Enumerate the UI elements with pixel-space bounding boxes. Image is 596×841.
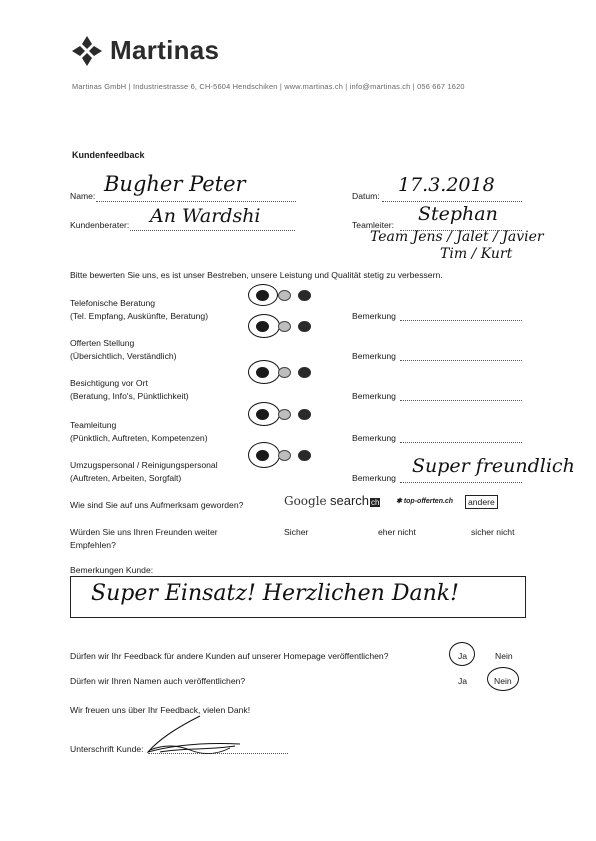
smiley-good-icon[interactable]	[256, 367, 269, 378]
brand-logo	[72, 34, 242, 70]
name-question: Dürfen wir Ihren Namen auch veröffentlichen?	[70, 676, 246, 686]
smiley-bad-icon[interactable]	[298, 367, 311, 378]
smiley-neutral-icon[interactable]	[278, 409, 291, 420]
team-note-1: Team Jens / Jalet / Javier	[370, 229, 544, 245]
source-search-ch: ch	[371, 498, 380, 507]
smiley-bad-icon[interactable]	[298, 321, 311, 332]
smiley-neutral-icon[interactable]	[278, 450, 291, 461]
last-remark-value[interactable]: Super freundlich	[412, 455, 575, 477]
source-top-offerten-label: top-offerten.ch	[403, 498, 454, 505]
remark-line	[400, 442, 522, 443]
bemerkungen-value: Super Einsatz! Herzlichen Dank!	[91, 581, 459, 606]
berater-label: Kundenberater:	[70, 220, 130, 230]
name-nein[interactable]: Nein	[494, 676, 512, 686]
smiley-neutral-icon[interactable]	[278, 367, 291, 378]
name-ja[interactable]: Ja	[458, 676, 468, 686]
remark-line	[400, 482, 522, 483]
rating-title: Besichtigung vor Ort	[70, 378, 148, 388]
smiley-good-icon[interactable]	[256, 450, 269, 461]
intro-text: Bitte bewerten Sie uns, es ist unser Bestreben, unsere Leistung und Qualität stetig zu verbessern.	[70, 270, 443, 280]
smiley-bad-icon[interactable]	[298, 290, 311, 301]
teamleiter-label: Teamleiter:	[352, 220, 395, 230]
bemerkungen-box[interactable]	[70, 576, 526, 618]
rating-smileys[interactable]	[244, 314, 320, 338]
source-andere[interactable]: andere	[465, 495, 498, 509]
remark-label: Bemerkung	[352, 391, 396, 401]
smiley-good-icon[interactable]	[256, 321, 269, 332]
feedback-nein[interactable]: Nein	[495, 651, 513, 661]
name-value[interactable]: Bugher Peter	[104, 172, 246, 196]
rating-title: Teamleitung	[70, 420, 117, 430]
datum-value[interactable]: 17.3.2018	[398, 174, 495, 196]
remark-label: Bemerkung	[352, 473, 396, 483]
remark-label: Bemerkung	[352, 311, 396, 321]
source-top-offerten[interactable]	[396, 497, 453, 505]
signature-label: Unterschrift Kunde:	[70, 744, 144, 754]
option-sicher[interactable]: Sicher	[284, 527, 309, 537]
smiley-good-icon[interactable]	[256, 409, 269, 420]
smiley-bad-icon[interactable]	[298, 450, 311, 461]
weiter-label-2: Empfehlen?	[70, 540, 116, 550]
name-nein-ring	[487, 667, 519, 691]
remark-line	[400, 400, 522, 401]
team-note-2: Tim / Kurt	[440, 246, 513, 262]
feedback-ja-ring	[449, 642, 475, 666]
source-search-label: search	[330, 493, 370, 508]
rating-smileys[interactable]	[244, 442, 320, 468]
rating-sub: (Beratung, Info's, Pünktlichkeit)	[70, 391, 189, 401]
smiley-neutral-icon[interactable]	[278, 290, 291, 301]
name-line	[96, 201, 296, 202]
rating-smileys[interactable]	[244, 360, 320, 384]
smiley-good-icon[interactable]	[256, 290, 269, 301]
company-info-line: Martinas GmbH | Industriestrasse 6, CH-5604 Hendschiken | www.martinas.ch | info@martinas.ch | 056 667 1620	[72, 82, 465, 91]
berater-value[interactable]: An Wardshi	[150, 205, 261, 227]
rating-title: Umzugspersonal / Reinigungspersonal	[70, 460, 218, 470]
option-eher-nicht[interactable]: eher nicht	[378, 527, 416, 537]
smiley-neutral-icon[interactable]	[278, 321, 291, 332]
remark-line	[400, 360, 522, 361]
rating-sub: (Tel. Empfang, Auskünfte, Beratung)	[70, 311, 209, 321]
source-google[interactable]: Google	[284, 494, 327, 508]
star-icon: ✱	[396, 498, 402, 505]
datum-line	[382, 201, 522, 202]
brand-name: Martinas	[110, 35, 220, 65]
option-sicher-nicht[interactable]: sicher nicht	[471, 527, 515, 537]
remark-line	[400, 320, 522, 321]
rating-sub: (Auftreten, Arbeiten, Sorgfalt)	[70, 473, 182, 483]
name-label: Name:	[70, 191, 96, 201]
feedback-ja[interactable]: Ja	[458, 651, 468, 661]
remark-label: Bemerkung	[352, 433, 396, 443]
remark-label: Bemerkung	[352, 351, 396, 361]
thanks-text: Wir freuen uns über Ihr Feedback, vielen Dank!	[70, 705, 251, 715]
source-search[interactable]	[330, 493, 380, 508]
brand-mark-icon	[72, 36, 102, 66]
rating-smileys[interactable]	[244, 284, 320, 306]
form-title: Kundenfeedback	[72, 150, 145, 160]
rating-title: Offerten Stellung	[70, 338, 135, 348]
datum-label: Datum:	[352, 191, 380, 201]
rating-sub: (Pünktlich, Auftreten, Kompetenzen)	[70, 433, 208, 443]
teamleiter-value[interactable]: Stephan	[418, 203, 498, 225]
rating-smileys[interactable]	[244, 402, 320, 426]
aufmerksam-label: Wie sind Sie auf uns Aufmerksam geworden?	[70, 500, 244, 510]
rating-title: Telefonische Beratung	[70, 298, 156, 308]
rating-sub: (Übersichtlich, Verständlich)	[70, 351, 177, 361]
signature-image	[140, 712, 250, 760]
weiter-label-1: Würden Sie uns Ihren Freunden weiter	[70, 527, 218, 537]
berater-line	[130, 230, 295, 231]
smiley-bad-icon[interactable]	[298, 409, 311, 420]
feedback-question: Dürfen wir Ihr Feedback für andere Kunden auf unserer Homepage veröffentlichen?	[70, 651, 389, 661]
bemerkungen-label: Bemerkungen Kunde:	[70, 565, 154, 575]
